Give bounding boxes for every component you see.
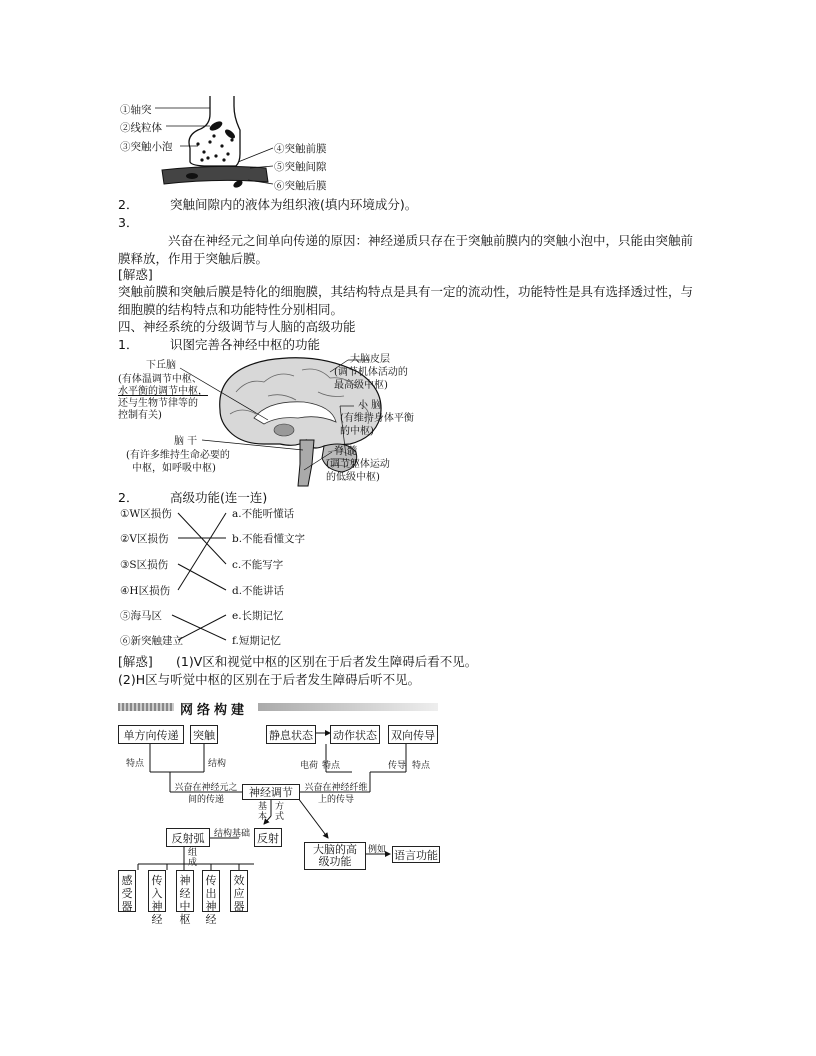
box-receptor: 感受器 [118, 870, 136, 912]
label-between-neurons: 兴奋在神经元之间的传递 [174, 783, 238, 805]
brainstem-desc-1: (有许多维持生命必要的 [126, 450, 230, 461]
cortex-name: 大脑皮层 [350, 354, 390, 365]
match-left-5: ⑤海马区 [120, 610, 162, 622]
spinal-desc-2: 的低级中枢) [326, 472, 380, 483]
box-effector: 效应器 [230, 870, 248, 912]
jiehuo-2-line-2: (2)H区与听觉中枢的区别在于后者发生障碍后听不见。 [118, 672, 421, 687]
label-method: 方式 [275, 802, 285, 822]
box-afferent: 传入神经 [148, 870, 166, 912]
hypothalamus-desc-3: 还与生物节律等的 [118, 398, 198, 409]
item-3-number: 3． [118, 215, 139, 230]
brain-diagram [118, 352, 418, 487]
hypothalamus-desc-4: 控制有关) [118, 410, 162, 421]
jiehuo-1-text: 突触前膜和突触后膜是特化的细胞膜，其结构特点是具有一定的流动性，功能特性是具有选择透过性，与细胞膜的结构特点和功能特性分别相同。 [118, 284, 694, 317]
hypothalamus-desc-1: (有体温调节中枢、 [118, 374, 202, 385]
match-right-c: c.不能写字 [232, 559, 284, 571]
cortex-desc-1: (调节机体活动的 [334, 367, 408, 378]
section-4-title: 四、神经系统的分级调节与人脑的高级功能 [118, 319, 356, 334]
brainstem-desc-2: 中枢，如呼吸中枢) [132, 463, 216, 474]
label-compose: 组成 [188, 848, 198, 868]
label-along-fiber: 兴奋在神经纤维上的传导 [304, 783, 368, 805]
cerebellum-desc-2: 的中枢) [340, 426, 374, 437]
banner-fade [258, 703, 438, 711]
brainstem-name: 脑 干 [174, 436, 198, 447]
label-basic: 基本 [258, 802, 268, 822]
label-structure: 结构 [208, 759, 227, 769]
match-right-d: d.不能讲话 [232, 585, 285, 597]
label-conduction: 传导 [388, 761, 407, 771]
hypothalamus-name: 下丘脑 [146, 360, 176, 371]
match-right-e: e.长期记忆 [232, 610, 284, 622]
label-vesicle: ③突触小泡 [120, 141, 173, 153]
box-reflex-arc: 反射弧 [166, 828, 210, 847]
match-right-b: b.不能看懂文字 [232, 533, 306, 545]
match-left-3: ③S区损伤 [120, 559, 169, 571]
match-right-a: a.不能听懂话 [232, 508, 295, 520]
label-mitochondria: ②线粒体 [120, 122, 162, 134]
spinal-name: 脊 髓 [334, 446, 358, 457]
cerebellum-name: 小 脑 [358, 400, 382, 411]
concept-map [118, 720, 448, 926]
box-one-way: 单方向传递 [118, 725, 184, 744]
match-left-2: ②V区损伤 [120, 533, 169, 545]
jiehuo-2-line-1: (1)V区和视觉中枢的区别在于后者发生障碍后看不见。 [176, 654, 478, 669]
box-brain-function: 大脑的高级功能 [304, 842, 366, 870]
hypothalamus-desc-2: 水平衡的调节中枢， [118, 386, 208, 397]
label-synaptic-cleft: ⑤突触间隙 [274, 161, 327, 173]
box-reflex: 反射 [254, 828, 282, 847]
label-postsynaptic-membrane: ⑥突触后膜 [274, 180, 327, 192]
box-neural-regulation: 神经调节 [242, 784, 300, 800]
banner-title: 网络构建 [180, 703, 249, 718]
section-4-item-2-text: 高级功能(连一连) [170, 490, 268, 505]
label-presynaptic-membrane: ④突触前膜 [274, 143, 327, 155]
jiehuo-1-label: [解惑] [118, 267, 153, 282]
cerebellum-desc-1: (有维持身体平衡 [340, 413, 414, 424]
item-3-text: 兴奋在神经元之间单向传递的原因：神经递质只存在于突触前膜内的突触小泡中，只能由突触前膜释放，作用于突触后膜。 [118, 233, 694, 266]
section-4-item-1-text: 识图完善各神经中枢的功能 [170, 337, 321, 352]
synapse-diagram [118, 96, 368, 196]
matching-lines [118, 504, 338, 648]
box-rest: 静息状态 [266, 725, 316, 744]
box-language: 语言功能 [392, 846, 440, 863]
section-4-item-2-number: 2． [118, 490, 139, 505]
label-structure-basis: 结构基础 [214, 829, 251, 839]
label-example: 例如 [368, 845, 387, 855]
label-feature-2: 特点 [322, 761, 341, 771]
box-synapse: 突触 [190, 725, 218, 744]
match-left-4: ④H区损伤 [120, 585, 171, 597]
network-banner [118, 699, 438, 718]
cortex-desc-2: 最高级中枢) [334, 380, 388, 391]
match-left-1: ①W区损伤 [120, 508, 172, 520]
match-right-f: f.短期记忆 [232, 635, 281, 647]
label-feature-1: 特点 [126, 759, 145, 769]
label-feature-3: 特点 [412, 761, 431, 771]
item-2-number: 2． [118, 197, 139, 212]
box-two-way: 双向传导 [388, 725, 438, 744]
spinal-desc-1: (调节躯体运动 [326, 459, 390, 470]
box-center: 神经中枢 [176, 870, 194, 912]
matching-exercise [118, 504, 338, 648]
section-4-item-1-number: 1． [118, 337, 139, 352]
banner-stripe [118, 703, 174, 711]
box-efferent: 传出神经 [202, 870, 220, 912]
box-action: 动作状态 [330, 725, 380, 744]
match-left-6: ⑥新突触建立 [120, 635, 183, 647]
jiehuo-2-label: [解惑] [118, 654, 153, 669]
item-2-text: 突触间隙内的液体为组织液(填内环境成分)。 [170, 197, 418, 212]
label-charge: 电荷 [300, 761, 319, 771]
label-axon: ①轴突 [120, 104, 152, 116]
